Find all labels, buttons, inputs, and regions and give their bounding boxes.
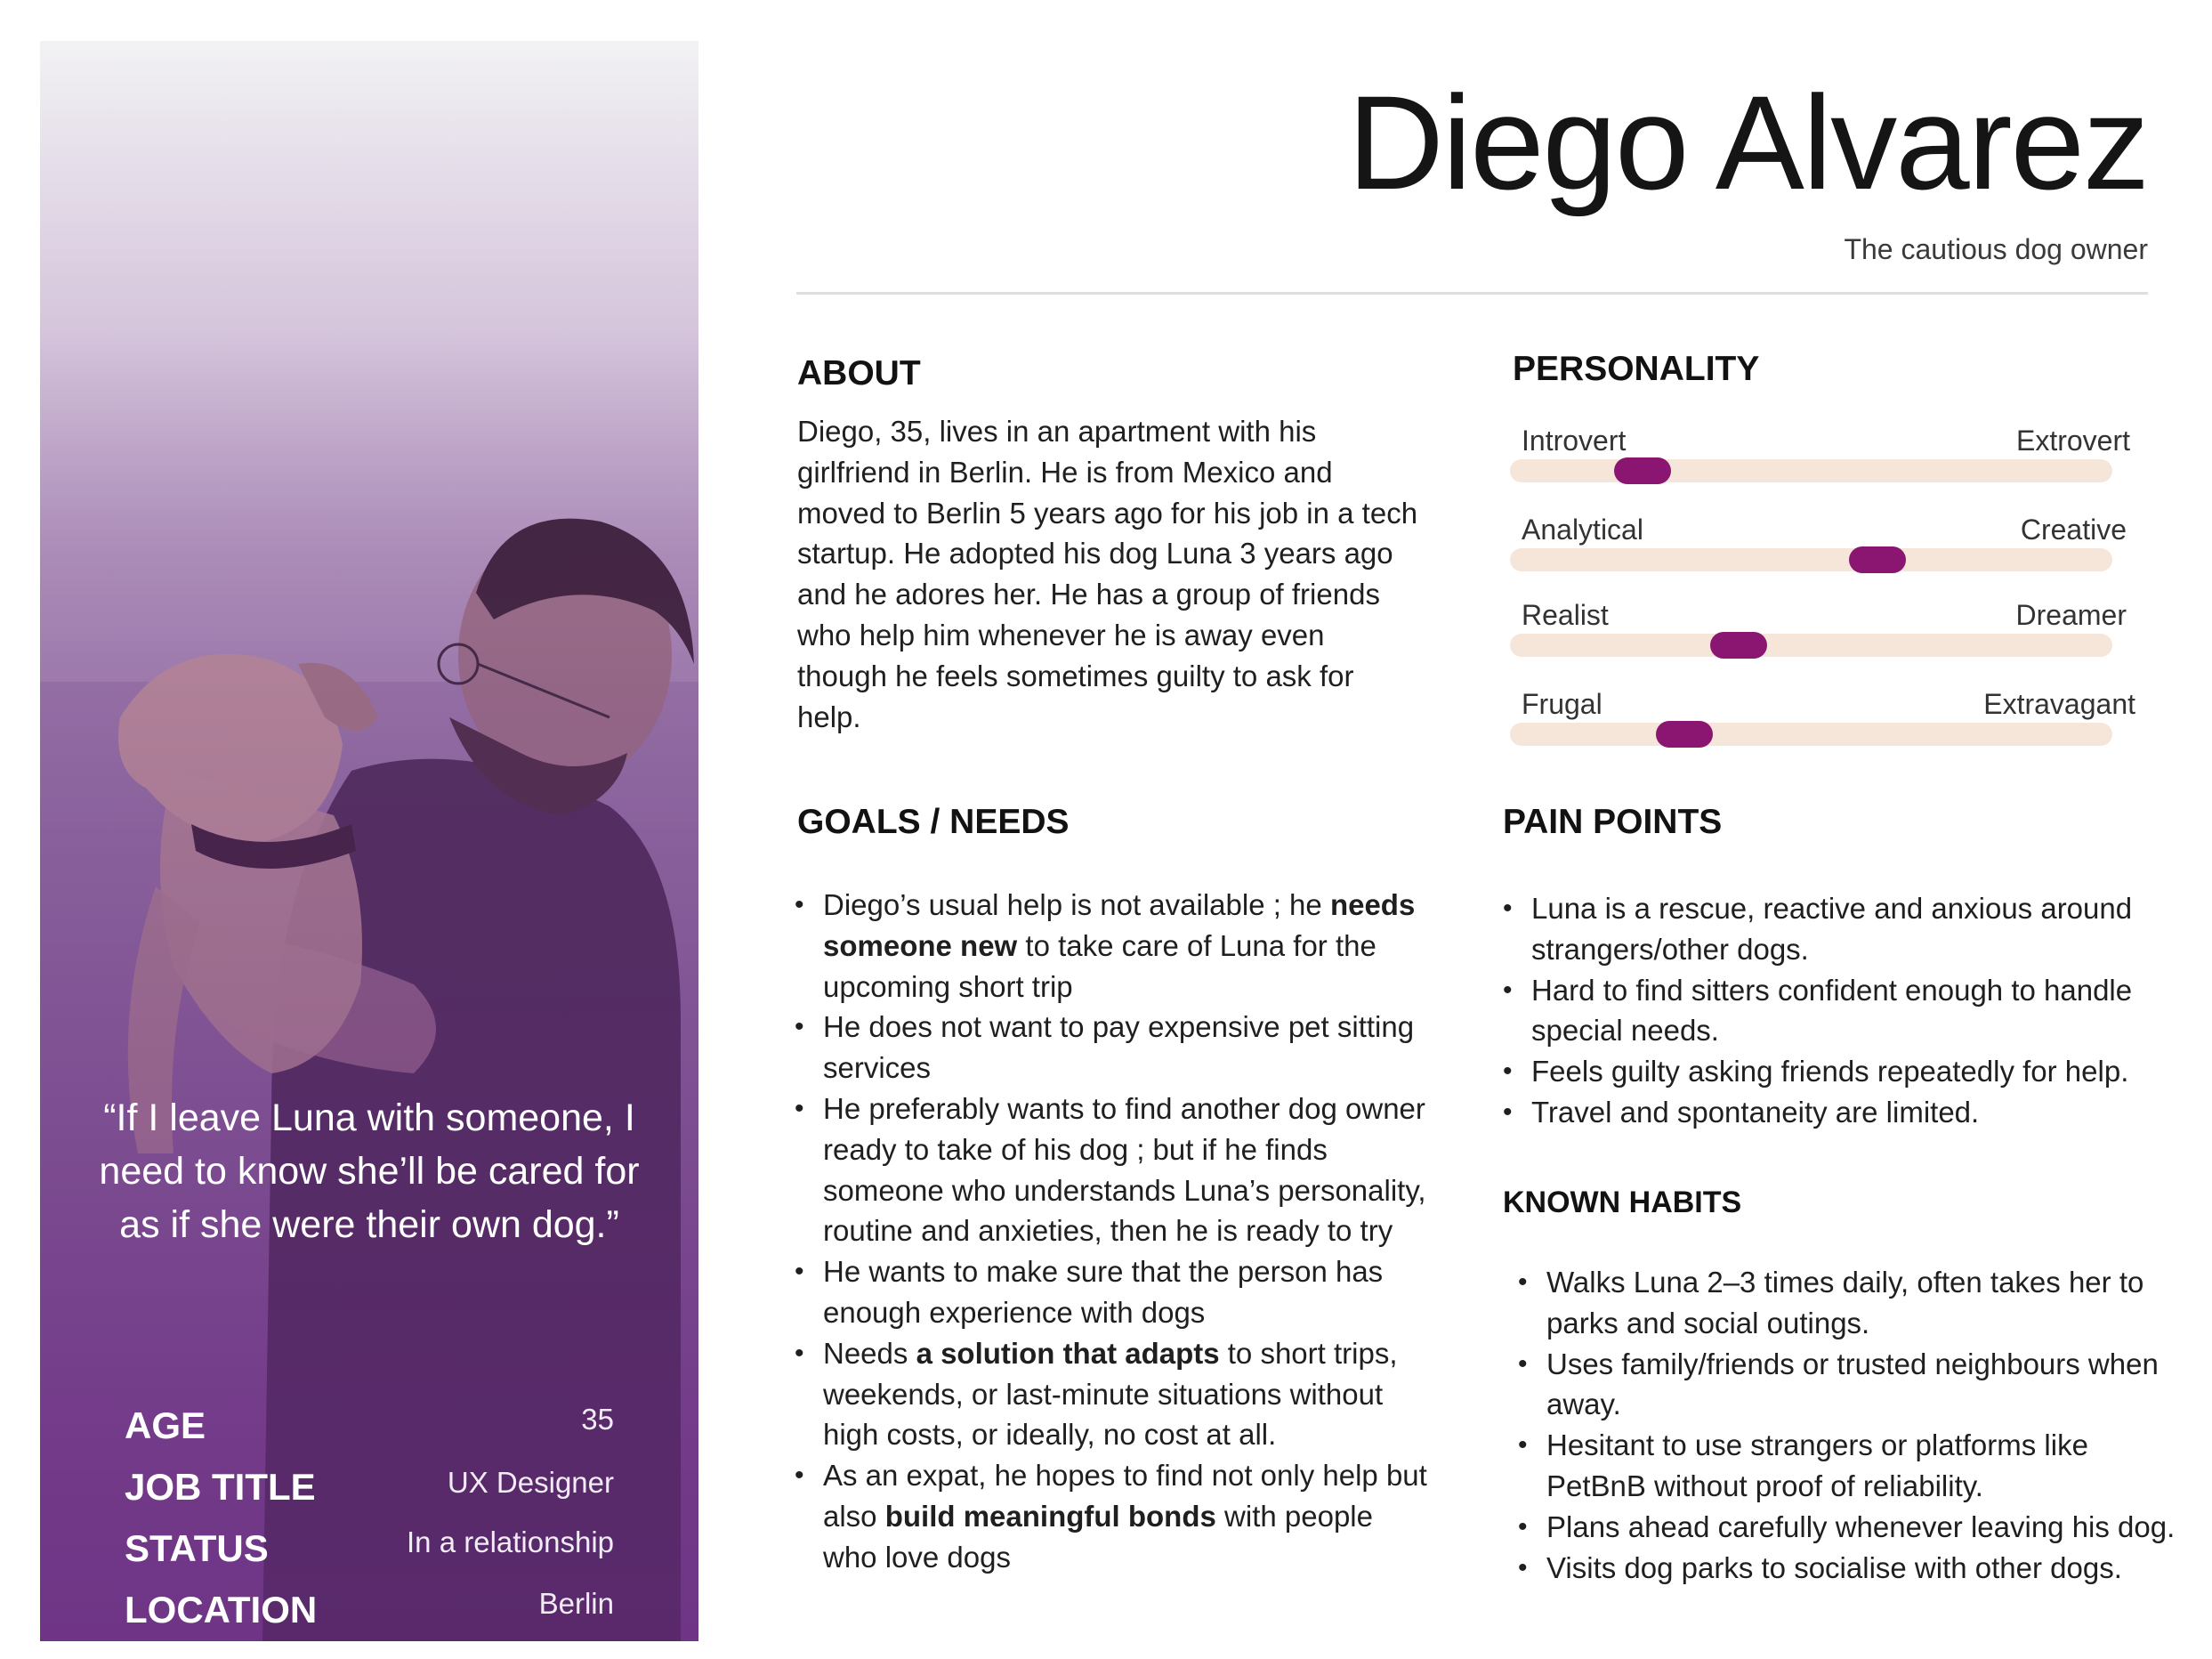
goal-item: • Diego’s usual help is not available ; he needs someone new to take care of Luna for the upcoming short trip xyxy=(795,885,1428,1007)
pain-points-title: PAIN POINTS xyxy=(1503,803,1723,841)
fact-label-job-title: JOB TITLE xyxy=(125,1466,316,1508)
habit-item: • Plans ahead carefully whenever leaving his dog. xyxy=(1518,1507,2181,1548)
about-title: ABOUT xyxy=(797,354,921,392)
trait-right-label: Dreamer xyxy=(2015,599,2127,631)
trait-left-label: Realist xyxy=(1522,599,1609,631)
trait-right-label: Extravagant xyxy=(1983,688,2135,720)
persona-quote: “If I leave Luna with someone, I need to know she’ll be cared for as if she were their own dog.” xyxy=(99,1097,640,1246)
personality-title: PERSONALITY xyxy=(1513,350,1760,388)
goals-title: GOALS / NEEDS xyxy=(797,803,1070,841)
fact-label-status: STATUS xyxy=(125,1527,269,1569)
known-habits-title: KNOWN HABITS xyxy=(1503,1186,1742,1219)
pain-point-item: • Hard to find sitters confident enough to handle special needs. xyxy=(1503,970,2179,1052)
persona-photo-card xyxy=(40,41,698,1641)
trait-left-label: Frugal xyxy=(1522,688,1602,720)
habit-item: • Visits dog parks to socialise with other dogs. xyxy=(1518,1548,2181,1589)
fact-value-location: Berlin xyxy=(538,1587,614,1620)
pain-point-item: • Travel and spontaneity are limited. xyxy=(1503,1092,2179,1133)
about-text: Diego, 35, lives in an apartment with his girlfriend in Berlin. He is from Mexico and moved to Berlin 5 years ago for his job in a tech startup. He adopted his dog Luna 3 years ago and he adores her. He has a group of friends who help him whenever he is away even though he feels sometimes guilty to ask for help. xyxy=(797,415,1418,733)
pain-point-item: • Luna is a rescue, reactive and anxious around strangers/other dogs. xyxy=(1503,888,2179,970)
pain-points-list xyxy=(1503,888,2179,1133)
trait-slider-realist-dreamer xyxy=(1510,634,2112,657)
trait-slider-thumb xyxy=(1614,457,1671,484)
trait-slider-thumb xyxy=(1656,721,1713,748)
pain-point-item: • Feels guilty asking friends repeatedly for help. xyxy=(1503,1051,2179,1092)
trait-left-label: Analytical xyxy=(1522,514,1643,546)
goal-item: • As an expat, he hopes to find not only help but also build meaningful bonds with people who love dogs xyxy=(795,1455,1428,1577)
trait-right-label: Extrovert xyxy=(2015,425,2130,457)
goals-list xyxy=(795,885,1428,1578)
goal-item: • He wants to make sure that the person has enough experience with dogs xyxy=(795,1251,1428,1333)
trait-slider-analytical-creative xyxy=(1510,548,2112,571)
trait-left-label: Introvert xyxy=(1522,425,1627,457)
persona-name: Diego Alvarez xyxy=(1347,68,2148,217)
trait-slider-introvert-extrovert xyxy=(1510,459,2112,482)
fact-value-job-title: UX Designer xyxy=(447,1466,614,1499)
fact-label-location: LOCATION xyxy=(125,1589,318,1631)
trait-slider-thumb xyxy=(1710,632,1767,659)
goal-item: • He preferably wants to find another dog owner ready to take of his dog ; but if he finds someone who understands Luna’s personality, routine and anxieties, then he is ready to try xyxy=(795,1088,1428,1251)
fact-label-age: AGE xyxy=(125,1404,206,1446)
goal-item: • He does not want to pay expensive pet sitting services xyxy=(795,1007,1428,1088)
trait-right-label: Creative xyxy=(2020,514,2127,546)
habit-item: • Hesitant to use strangers or platforms like PetBnB without proof of reliability. xyxy=(1518,1425,2181,1507)
persona-photo xyxy=(40,41,698,1641)
header-divider xyxy=(796,292,2148,295)
habit-item: • Uses family/friends or trusted neighbours when away. xyxy=(1518,1344,2181,1426)
known-habits-list xyxy=(1518,1262,2181,1588)
goal-item: • Needs a solution that adapts to short trips, weekends, or last-minute situations without high costs, or ideally, no cost at all. xyxy=(795,1333,1428,1455)
trait-slider-frugal-extravagant xyxy=(1510,723,2112,746)
trait-slider-thumb xyxy=(1849,546,1906,573)
fact-value-status: In a relationship xyxy=(407,1525,614,1558)
fact-value-age: 35 xyxy=(581,1403,614,1436)
persona-tagline: The cautious dog owner xyxy=(1844,233,2148,265)
habit-item: • Walks Luna 2–3 times daily, often takes her to parks and social outings. xyxy=(1518,1262,2181,1344)
